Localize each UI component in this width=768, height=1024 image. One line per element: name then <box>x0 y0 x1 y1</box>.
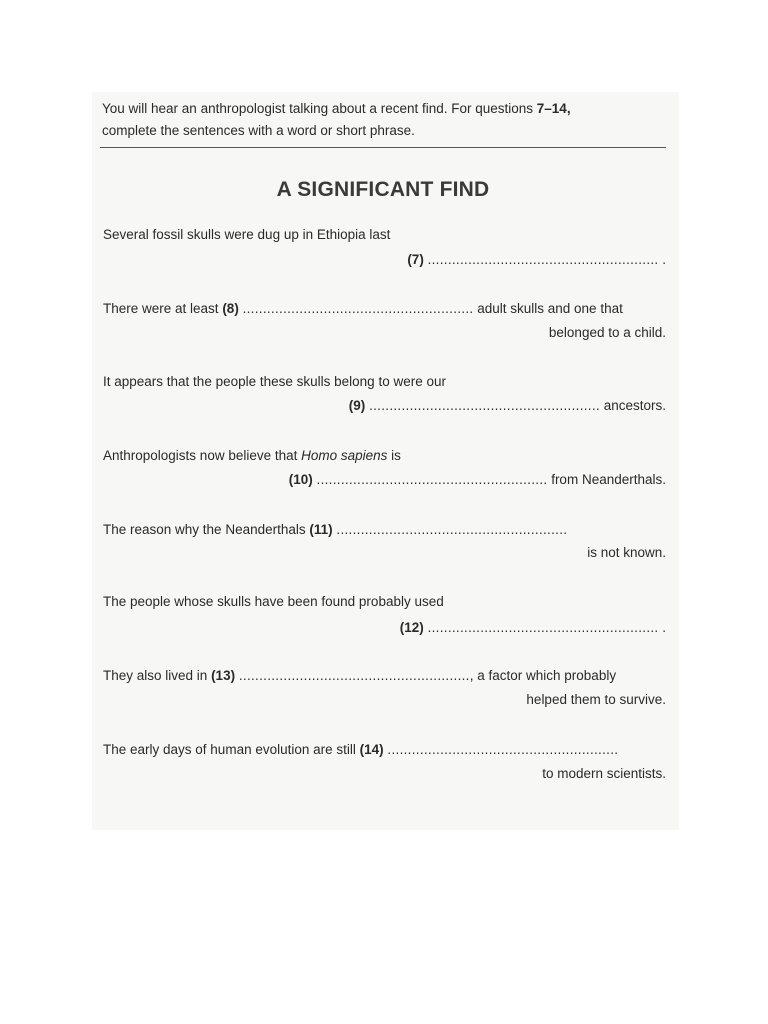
q12-end: . <box>658 620 666 635</box>
instructions-line-2: complete the sentences with a word or short phrase. <box>102 123 415 138</box>
q8-number: (8) <box>222 301 239 316</box>
q7-text: Several fossil skulls were dug up in Ethiopia last <box>103 227 391 242</box>
q14-number: (14) <box>359 742 384 757</box>
q9-text: It appears that the people these skulls belong to were our <box>103 374 446 389</box>
q11-line <box>103 522 567 537</box>
q13-blank[interactable]: ......................................................... <box>238 668 470 683</box>
q7-end: . <box>658 252 666 267</box>
q12-number: (12) <box>399 620 424 635</box>
q9-number: (9) <box>348 398 366 413</box>
q10-text-end: is <box>387 448 401 463</box>
q9-after: ancestors. <box>599 398 666 413</box>
q9-blank[interactable]: ......................................................... <box>369 398 600 413</box>
q10-number: (10) <box>288 472 313 487</box>
q7-answer-line <box>407 252 666 267</box>
q8-after: adult skulls and one that <box>473 301 623 316</box>
instructions-text: You will hear an anthropologist talking about a recent find. For questions <box>102 101 537 116</box>
q10-after: from Neanderthals. <box>547 472 666 487</box>
q11-blank[interactable]: ......................................................... <box>336 522 568 537</box>
q11-text: The reason why the Neanderthals <box>103 522 310 537</box>
q10-blank[interactable]: ......................................................... <box>316 472 548 487</box>
q13-number: (13) <box>211 668 236 683</box>
q10-species: Homo sapiens <box>301 448 388 463</box>
q13-text: They also lived in <box>103 668 212 683</box>
q14-text: The early days of human evolution are still <box>103 742 360 757</box>
q7-number: (7) <box>407 252 424 267</box>
q14-line <box>103 742 618 757</box>
q12-blank[interactable]: ......................................................... <box>427 620 659 635</box>
q13-line <box>103 668 616 683</box>
q14-blank[interactable]: ......................................................... <box>387 742 619 757</box>
q12-text: The people whose skulls have been found probably used <box>103 594 444 609</box>
q7-blank[interactable]: ......................................................... <box>427 252 659 267</box>
q8-line-2: belonged to a child. <box>548 325 666 340</box>
q10-line <box>103 448 401 463</box>
q13-line-2: helped them to survive. <box>526 692 666 707</box>
question-range: 7–14 <box>536 101 567 116</box>
q10-answer-line <box>289 472 666 487</box>
q14-line-2: to modern scientists. <box>542 766 666 781</box>
q8-line <box>103 301 623 316</box>
q12-answer-line <box>400 620 666 635</box>
instructions-comma: , <box>566 101 571 116</box>
q10-text: Anthropologists now believe that <box>103 448 302 463</box>
instructions-line-1 <box>102 98 672 120</box>
instructions <box>102 98 672 142</box>
q9-answer-line <box>349 398 666 413</box>
q11-line-2: is not known. <box>587 545 666 560</box>
page-title: A SIGNIFICANT FIND <box>276 178 490 201</box>
q11-number: (11) <box>309 522 333 537</box>
q13-after: , a factor which probably <box>469 668 617 683</box>
q8-blank[interactable]: ......................................................... <box>242 301 474 316</box>
divider <box>100 147 666 148</box>
q8-text: There were at least <box>103 301 223 316</box>
